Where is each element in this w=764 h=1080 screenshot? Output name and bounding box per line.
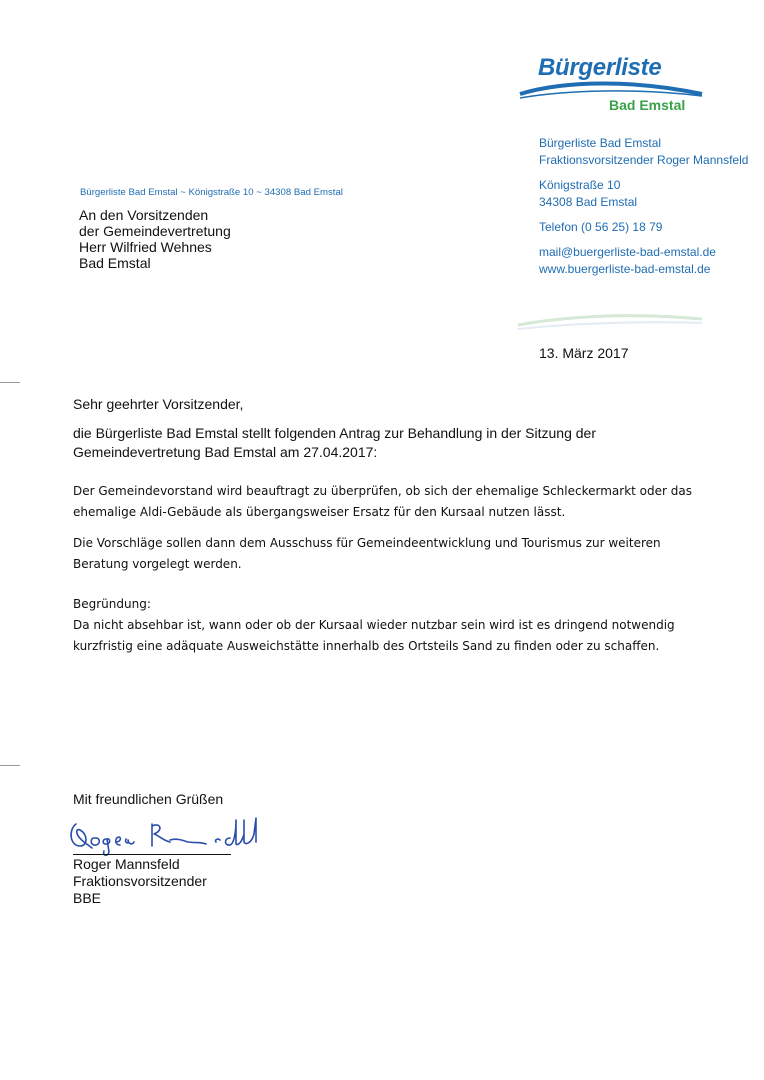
org-role: Fraktionsvorsitzender Roger Mannsfeld: [539, 153, 749, 167]
phone-number: Telefon (0 56 25) 18 79: [539, 220, 663, 234]
motion-paragraph: [73, 481, 713, 523]
decorative-wave-icon: [516, 305, 706, 333]
letter-date: 13. März 2017: [539, 345, 629, 361]
signature-line: [73, 854, 231, 855]
sender-return-line: Bürgerliste Bad Emstal ~ Königstraße 10 ~ 34308 Bad Emstal: [80, 187, 343, 198]
recipient-line: Herr Wilfried Wehnes: [79, 239, 212, 255]
recipient-line: Bad Emstal: [79, 255, 151, 271]
proposal-paragraph: [73, 533, 713, 575]
address-city: 34308 Bad Emstal: [539, 195, 638, 209]
email-link[interactable]: mail@buergerliste-bad-emstal.de: [539, 245, 716, 259]
recipient-address: [79, 207, 231, 271]
text-line: Gemeindevertretung Bad Emstal am 27.04.2017:: [73, 444, 378, 460]
signer-role: Fraktionsvorsitzender: [73, 873, 207, 889]
handwritten-signature: [66, 812, 276, 860]
contact-org: [539, 135, 759, 169]
signer-org: BBE: [73, 890, 102, 906]
logo-title: Bürgerliste: [538, 54, 662, 81]
address-street: Königstraße 10: [539, 178, 621, 192]
logo: [516, 50, 706, 120]
text-line: Beratung vorgelegt werden.: [73, 557, 242, 571]
text-line: Da nicht absehbar ist, wann oder ob der Kursaal wieder nutzbar sein wird ist es dringend notwendig: [73, 618, 675, 632]
fold-mark: [0, 382, 20, 383]
website-link[interactable]: www.buergerliste-bad-emstal.de: [539, 262, 711, 276]
intro-paragraph: [73, 424, 713, 462]
text-line: ehemalige Aldi-Gebäude als übergangsweiser Ersatz für den Kursaal nutzen lässt.: [73, 505, 566, 519]
text-line: Der Gemeindevorstand wird beauftragt zu überprüfen, ob sich der ehemalige Schleckermarkt oder das: [73, 484, 692, 498]
closing-phrase: Mit freundlichen Grüßen: [73, 791, 224, 807]
justification-paragraph: [73, 594, 713, 657]
signer-block: [73, 856, 207, 907]
recipient-line: der Gemeindevertretung: [79, 223, 231, 239]
signer-name: Roger Mannsfeld: [73, 856, 180, 872]
contact-sidebar: [539, 135, 759, 286]
contact-web: [539, 244, 759, 278]
org-name: Bürgerliste Bad Emstal: [539, 136, 662, 150]
text-line: die Bürgerliste Bad Emstal stellt folgenden Antrag zur Behandlung in der Sitzung der: [73, 425, 596, 441]
fold-mark: [0, 765, 20, 766]
text-line: kurzfristig eine adäquate Ausweichstätte innerhalb des Ortsteils Sand zu finden oder zu schaffen.: [73, 639, 660, 653]
recipient-line: An den Vorsitzenden: [79, 207, 209, 223]
text-line: Die Vorschläge sollen dann dem Ausschuss für Gemeindeentwicklung und Tourismus zur weiteren: [73, 536, 661, 550]
justification-heading: Begründung:: [73, 597, 151, 611]
logo-subtitle: Bad Emstal: [609, 97, 686, 113]
contact-address: [539, 177, 759, 211]
salutation: Sehr geehrter Vorsitzender,: [73, 396, 244, 412]
contact-phone: [539, 219, 759, 236]
